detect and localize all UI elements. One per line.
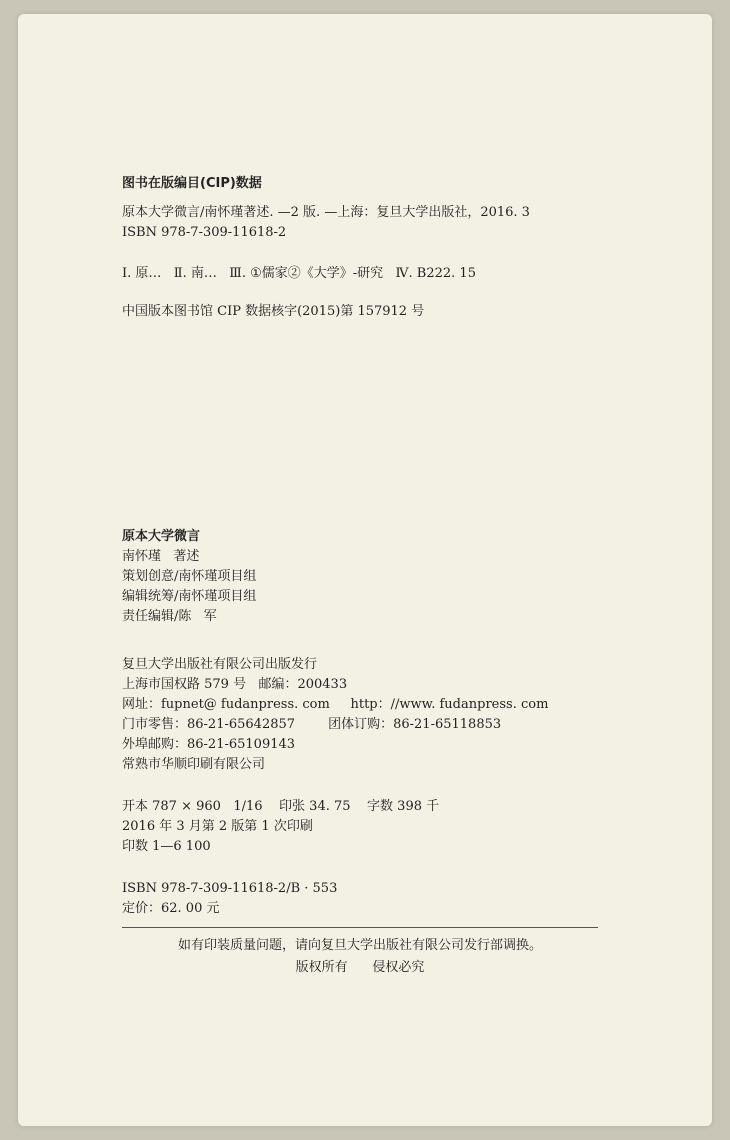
- coordination-line: 编辑统筹/南怀瑾项目组: [122, 589, 257, 604]
- rights-notice: 版权所有 侵权必究: [295, 960, 425, 975]
- publisher-block: [122, 655, 548, 775]
- planning-line: 策划创意/南怀瑾项目组: [122, 569, 257, 584]
- publisher-mail-order: 外埠邮购：86-21-65109143: [122, 737, 296, 752]
- publisher-address: 上海市国权路 579 号 邮编：200433: [122, 677, 348, 692]
- print-run-line: 印数 1—6 100: [122, 839, 211, 854]
- edition-line: 2016 年 3 月第 2 版第 1 次印刷: [122, 819, 313, 834]
- cip-title-line: 原本大学微言/南怀瑾著述. —2 版. —上海：复旦大学出版社，2016. 3: [122, 205, 530, 220]
- printer-name: 常熟市华顺印刷有限公司: [122, 757, 266, 772]
- editor-line: 责任编辑/陈 军: [122, 609, 217, 624]
- cip-heading: 图书在版编目(CIP)数据: [122, 176, 262, 191]
- credits-block: [122, 527, 256, 627]
- quality-notice: 如有印装质量问题，请向复旦大学出版社有限公司发行部调换。: [177, 938, 542, 953]
- publisher-phone: 门市零售：86-21-65642857 团体订购：86-21-65118853: [122, 717, 502, 732]
- cip-record: [122, 203, 530, 243]
- pricing-block: [122, 879, 337, 919]
- cip-classification: Ⅰ. 原… Ⅱ. 南… Ⅲ. ①儒家②《大学》-研究 Ⅳ. B222. 15: [122, 266, 476, 281]
- publisher-name: 复旦大学出版社有限公司出版发行: [122, 657, 318, 672]
- publisher-web: 网址：fupnet@ fudanpress. com http：//www. fudanpress. com: [122, 697, 549, 712]
- footer-block: [122, 935, 598, 979]
- specs-block: [122, 797, 439, 857]
- cip-isbn: ISBN 978-7-309-11618-2: [122, 225, 287, 240]
- book-title: 原本大学微言: [122, 529, 201, 544]
- full-isbn: ISBN 978-7-309-11618-2/B · 553: [122, 881, 338, 896]
- cip-approval-block: [122, 302, 424, 322]
- cip-classification-block: [122, 264, 476, 284]
- price-line: 定价：62. 00 元: [122, 901, 220, 916]
- footer-divider: [122, 927, 598, 928]
- format-line: 开本 787 × 960 1/16 印张 34. 75 字数 398 千: [122, 799, 440, 814]
- author-line: 南怀瑾 著述: [122, 549, 200, 564]
- cip-approval: 中国版本图书馆 CIP 数据核字(2015)第 157912 号: [122, 304, 425, 319]
